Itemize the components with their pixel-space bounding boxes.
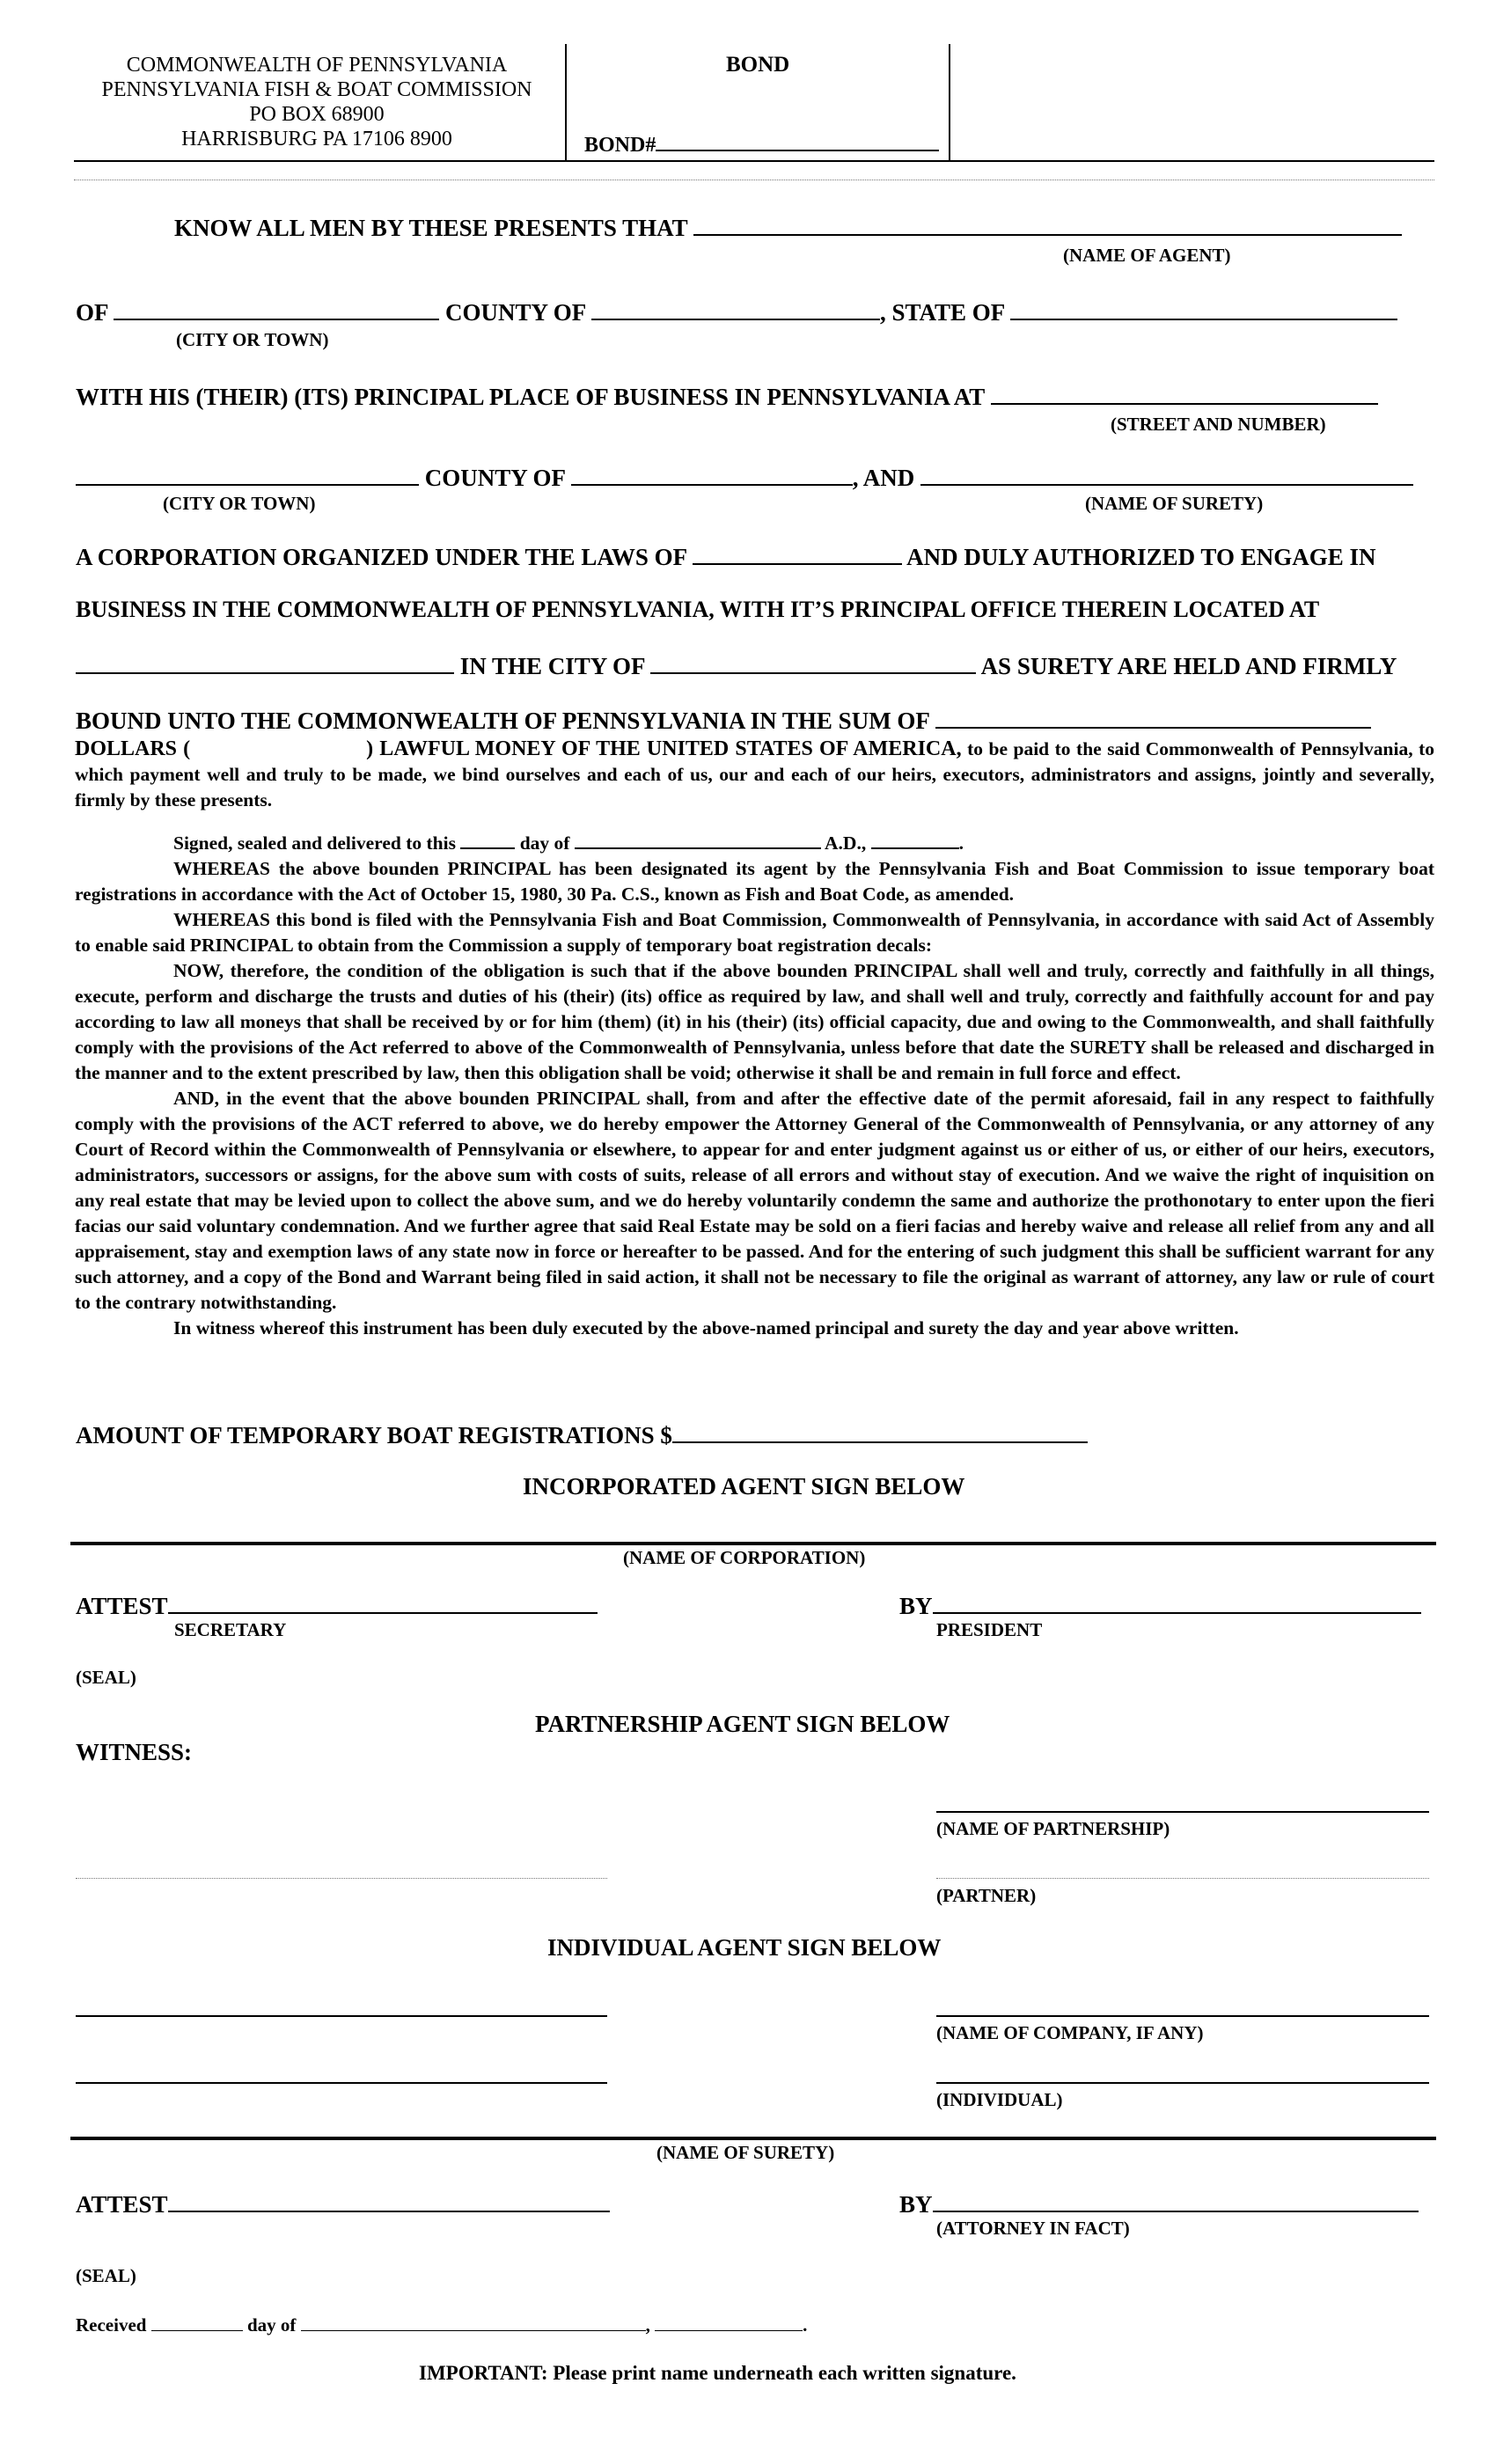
witness-whereof-paragraph: In witness whereof this instrument has been duly executed by the above-named principal and surety the day and year above written. (173, 1317, 1239, 1338)
attest-line: ATTEST (76, 1591, 598, 1620)
surety-name-field[interactable] (920, 463, 1413, 486)
city-field-2[interactable] (76, 463, 419, 486)
name-of-partnership-caption: (NAME OF PARTNERSHIP) (936, 1818, 1170, 1839)
witness-signature-rule[interactable] (76, 1878, 607, 1879)
received-day-field[interactable] (301, 2314, 646, 2331)
amount-field[interactable] (672, 1420, 1088, 1443)
amount-line: AMOUNT OF TEMPORARY BOAT REGISTRATIONS $ (76, 1420, 1088, 1449)
business-line: BUSINESS IN THE COMMONWEALTH OF PENNSYLVANIA, WITH IT’S PRINCIPAL OFFICE THEREIN LOCATED AT (76, 597, 1320, 622)
org-line-1: COMMONWEALTH OF PENNSYLVANIA (126, 54, 508, 77)
header-org-block (70, 53, 563, 151)
sum-field[interactable] (935, 706, 1371, 729)
name-of-agent-caption: (NAME OF AGENT) (1063, 245, 1231, 266)
know-all-line: KNOW ALL MEN BY THESE PRESENTS THAT (174, 213, 1402, 242)
surety-attest-line: ATTEST (76, 2189, 610, 2218)
state-field[interactable] (1010, 297, 1397, 320)
surety-seal-label: (SEAL) (76, 2265, 136, 2286)
name-of-surety-caption: (NAME OF SURETY) (1085, 493, 1264, 514)
org-line-2: PENNSYLVANIA FISH & BOAT COMMISSION (101, 78, 532, 101)
surety-attest-field[interactable] (168, 2189, 610, 2212)
principal-place-line: WITH HIS (THEIR) (ITS) PRINCIPAL PLACE OF BUSINESS IN PENNSYLVANIA AT (76, 382, 1378, 411)
county-field-2[interactable] (571, 463, 853, 486)
header-divider-2 (949, 44, 950, 160)
laws-of-field[interactable] (693, 542, 902, 565)
bond-number-field[interactable] (656, 128, 939, 151)
corporation-line: A CORPORATION ORGANIZED UNDER THE LAWS OF AND DULY AUTHORIZED TO ENGAGE IN (76, 544, 1376, 570)
president-signature-field[interactable] (933, 1591, 1421, 1614)
org-line-4: HARRISBURG PA 17106 8900 (181, 128, 452, 150)
incorporated-title: INCORPORATED AGENT SIGN BELOW (523, 1473, 965, 1500)
bond-body (75, 734, 1434, 1341)
company-name-rule[interactable] (936, 2015, 1429, 2017)
bound-unto-line: BOUND UNTO THE COMMONWEALTH OF PENNSYLVANIA IN THE SUM OF (76, 706, 1371, 735)
individual-signature-rule[interactable] (936, 2082, 1429, 2084)
received-field[interactable] (151, 2314, 243, 2331)
office-address-field[interactable] (76, 651, 454, 674)
org-line-3: PO BOX 68900 (249, 103, 385, 126)
signed-line: Signed, sealed and delivered to this day of A.D., . (173, 832, 964, 854)
dollars-paragraph: DOLLARS ( ) LAWFUL MONEY OF THE UNITED STATES OF AMERICA, to be paid to the said Commonwealth of Pennsylvania, to which payment well and truly to be made, we bind ourselves and each of us, our and each of our heirs, executors, administrators and assigns, jointly and severally, firmly by these presents. (75, 734, 1434, 813)
attest-signature-field[interactable] (168, 1591, 598, 1614)
city-of-field[interactable] (650, 651, 976, 674)
of-county-state-line: OF COUNTY OF , STATE OF (76, 297, 1397, 326)
and-event-paragraph: AND, in the event that the above bounden PRINCIPAL shall, from and after the effective date of the permit aforesaid, fail in any respect to faithfully comply with the provisions of the ACT referred to above, we do hereby empower the Attorney General of the Commonwealth of Pennsylvania, or any attorney of any Court of Record within the Commonwealth of Pennsylvania or elsewhere, to appear for and enter judgment against us or either of us, or either of our heirs, executors, administrators, successors or assigns, for the above sum with costs of suits, release of all errors and without stay of execution. And we waive the right of inquisition on any real estate that may be levied upon to collect the above sum, and we do hereby voluntarily condemn the same and authorize the prothonotary to enter upon the fieri facias our said voluntary condemnation. And we further agree that said Real Estate may be sold on a fieri facias and hereby waive and release all relief from any and all appraisement, stay and exemption laws of any state now in force or hereafter to be passed. And for the entering of such judgment this shall be sufficient warrant for any such attorney, and a copy of the Bond and Warrant being filed in said action, it shall not be necessary to file the original as warrant of attorney, any law or rule of court to the contrary notwithstanding. (75, 1088, 1434, 1313)
city-or-town-caption-2: (CITY OR TOWN) (163, 493, 316, 514)
important-note: IMPORTANT: Please print name underneath each written signature. (419, 2362, 1016, 2384)
corporation-signature-rule[interactable] (70, 1542, 1436, 1545)
partnership-name-rule[interactable] (936, 1811, 1429, 1813)
individual-witness-rule-1[interactable] (76, 2015, 607, 2017)
city-or-town-caption: (CITY OR TOWN) (176, 329, 329, 350)
individual-witness-rule-2[interactable] (76, 2082, 607, 2084)
bond-number-label: BOND# (584, 128, 939, 158)
individual-title: INDIVIDUAL AGENT SIGN BELOW (547, 1934, 942, 1961)
surety-by-line: BY (899, 2189, 1419, 2218)
header-divider-1 (565, 44, 567, 160)
attorney-in-fact-caption: (ATTORNEY IN FACT) (936, 2218, 1130, 2239)
street-field[interactable] (991, 382, 1378, 405)
city-surety-line: IN THE CITY OF AS SURETY ARE HELD AND FIRMLY (76, 651, 1397, 680)
agent-name-field[interactable] (693, 213, 1402, 236)
seal-label: (SEAL) (76, 1667, 136, 1688)
now-therefore-paragraph: NOW, therefore, the condition of the obligation is such that if the above bounden PRINCIPAL shall well and truly, correctly and faithfully in all things, execute, perform and discharge the trusts and duties of his (their) (its) office as required by law, and shall well and truly, correctly and faithfully account for and pay according to law all moneys that shall be received by or for him (them) (it) in his (their) (its) official capacity, due and owing to the Commonwealth, and shall faithfully comply with the provisions of the Act referred to above of the Commonwealth of Pennsylvania, unless before that date the SURETY shall be released and discharged in the manner and to the extent prescribed by law, then this obligation shall be void; otherwise it shall be and remain in full force and effect. (75, 960, 1434, 1083)
name-of-surety-caption-2: (NAME OF SURETY) (656, 2142, 835, 2163)
city-field[interactable] (114, 297, 439, 320)
name-of-corporation-caption: (NAME OF CORPORATION) (623, 1547, 866, 1568)
by-president-line: BY (899, 1591, 1421, 1620)
signed-month-field[interactable] (575, 832, 821, 849)
individual-caption: (INDIVIDUAL) (936, 2089, 1063, 2110)
signed-year-field[interactable] (871, 832, 959, 849)
attorney-signature-field[interactable] (933, 2189, 1419, 2212)
partnership-title: PARTNERSHIP AGENT SIGN BELOW (535, 1711, 950, 1737)
signed-day-field[interactable] (460, 832, 515, 849)
county-and-line: COUNTY OF , AND (76, 463, 1413, 492)
header-bottom-rule (74, 160, 1434, 162)
bond-title: BOND (726, 53, 790, 77)
secretary-caption: SECRETARY (174, 1619, 287, 1640)
received-line: Received day of , . (76, 2314, 808, 2336)
surety-name-rule[interactable] (70, 2137, 1436, 2140)
street-and-number-caption: (STREET AND NUMBER) (1111, 414, 1326, 435)
witness-label: WITNESS: (76, 1739, 193, 1765)
president-caption: PRESIDENT (936, 1619, 1043, 1640)
partner-caption: (PARTNER) (936, 1885, 1037, 1906)
partner-signature-rule[interactable] (936, 1878, 1429, 1879)
whereas-1-paragraph: WHEREAS the above bounden PRINCIPAL has been designated its agent by the Pennsylvania Fish and Boat Commission to issue temporary boat registrations in accordance with the Act of October 15, 1980, 30 Pa. C.S., known as Fish and Boat Code, as amended. (75, 858, 1434, 905)
dollars-field[interactable] (190, 734, 366, 755)
whereas-2-paragraph: WHEREAS this bond is filed with the Pennsylvania Fish and Boat Commission, Commonwealth of Pennsylvania, in accordance with said Act of Assembly to enable said PRINCIPAL to obtain from the Commission a supply of temporary boat registration decals: (75, 909, 1434, 956)
received-year-field[interactable] (655, 2314, 803, 2331)
county-field[interactable] (591, 297, 880, 320)
name-of-company-caption: (NAME OF COMPANY, IF ANY) (936, 2022, 1204, 2043)
